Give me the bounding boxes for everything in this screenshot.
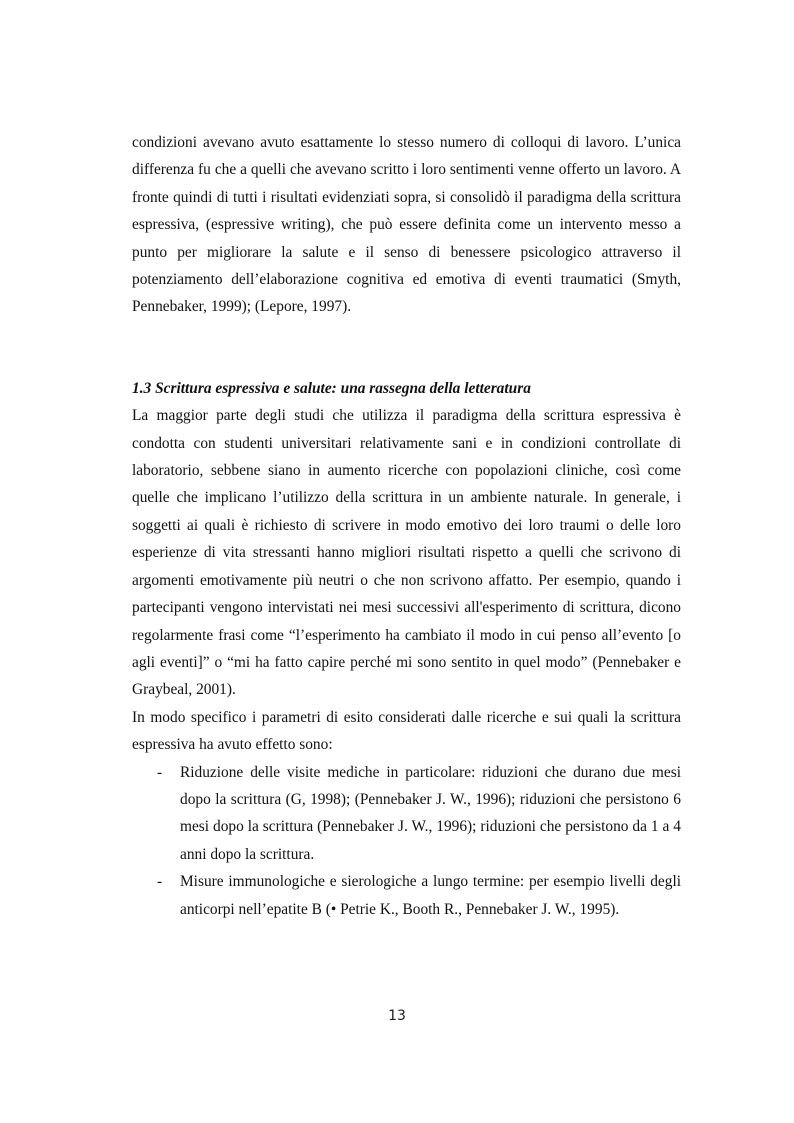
document-page: [132, 129, 681, 923]
list-marker: -: [157, 763, 163, 781]
intro-paragraph: condizioni avevano avuto esattamente lo stesso numero di colloqui di lavoro. L’unica differenza fu che a quelli che avevano scritto i loro sentimenti venne offerto un lavoro. A fronte quindi di tutti i risultati evidenziati sopra, si consolidò il paradigma della scrittura espressiva, (espressive writing), che può essere definita come un intervento messo a punto per migliorare la salute e il senso di benessere psicologico attraverso il potenziamento dell’elaborazione cognitiva ed emotiva di eventi traumatici (Smyth, Pennebaker, 1999); (Lepore, 1997).: [132, 134, 681, 316]
list-item-text: Riduzione delle visite mediche in particolare: riduzioni che durano due mesi dopo la scrittura (G, 1998); (Pennebaker J. W., 1996); riduzioni che persistono 6 mesi dopo la scrittura (Pennebaker J. W., 1996); riduzioni che persistono da 1 a 4 anni dopo la scrittura.: [180, 763, 681, 863]
section-heading: 1.3 Scrittura espressiva e salute: una rassegna della letteratura: [132, 379, 531, 397]
list-marker: -: [157, 873, 163, 891]
main-paragraph: La maggior parte degli studi che utilizza il paradigma della scrittura espressiva è condotta con studenti universitari relativamente sani e in condizioni controllate di laboratorio, sebbene siano in aumento ricerche con popolazioni cliniche, così come quelle che implicano l’utilizzo della scrittura in un ambiente naturale. In generale, i soggetti ai quali è richiesto di scrivere in modo emotivo dei loro traumi o delle loro esperienze di vita stressanti hanno migliori risultati rispetto a quelli che scrivono di argomenti emotivamente più neutri o che non scrivono affatto. Per esempio, quando i partecipanti vengono intervistati nei mesi successivi all'esperimento di scrittura, dicono regolarmente frasi come “l’esperimento ha cambiato il modo in cui penso all’evento [o agli eventi]” o “mi ha fatto capire perché mi sono sentito in quel modo” (Pennebaker e Graybeal, 2001).: [132, 407, 681, 699]
outcome-list: [132, 759, 681, 923]
list-intro-paragraph: In modo specifico i parametri di esito considerati dalle ricerche e sui quali la scrittura espressiva ha avuto effetto sono:: [132, 708, 681, 754]
list-item: [132, 868, 681, 923]
list-item-text: Misure immunologiche e sierologiche a lungo termine: per esempio livelli degli anticorpi nell’epatite B (• Petrie K., Booth R., Pennebaker J. W., 1995).: [180, 873, 681, 918]
list-item: [132, 759, 681, 869]
section-spacer: [132, 321, 681, 375]
page-number: 13: [388, 1008, 406, 1024]
